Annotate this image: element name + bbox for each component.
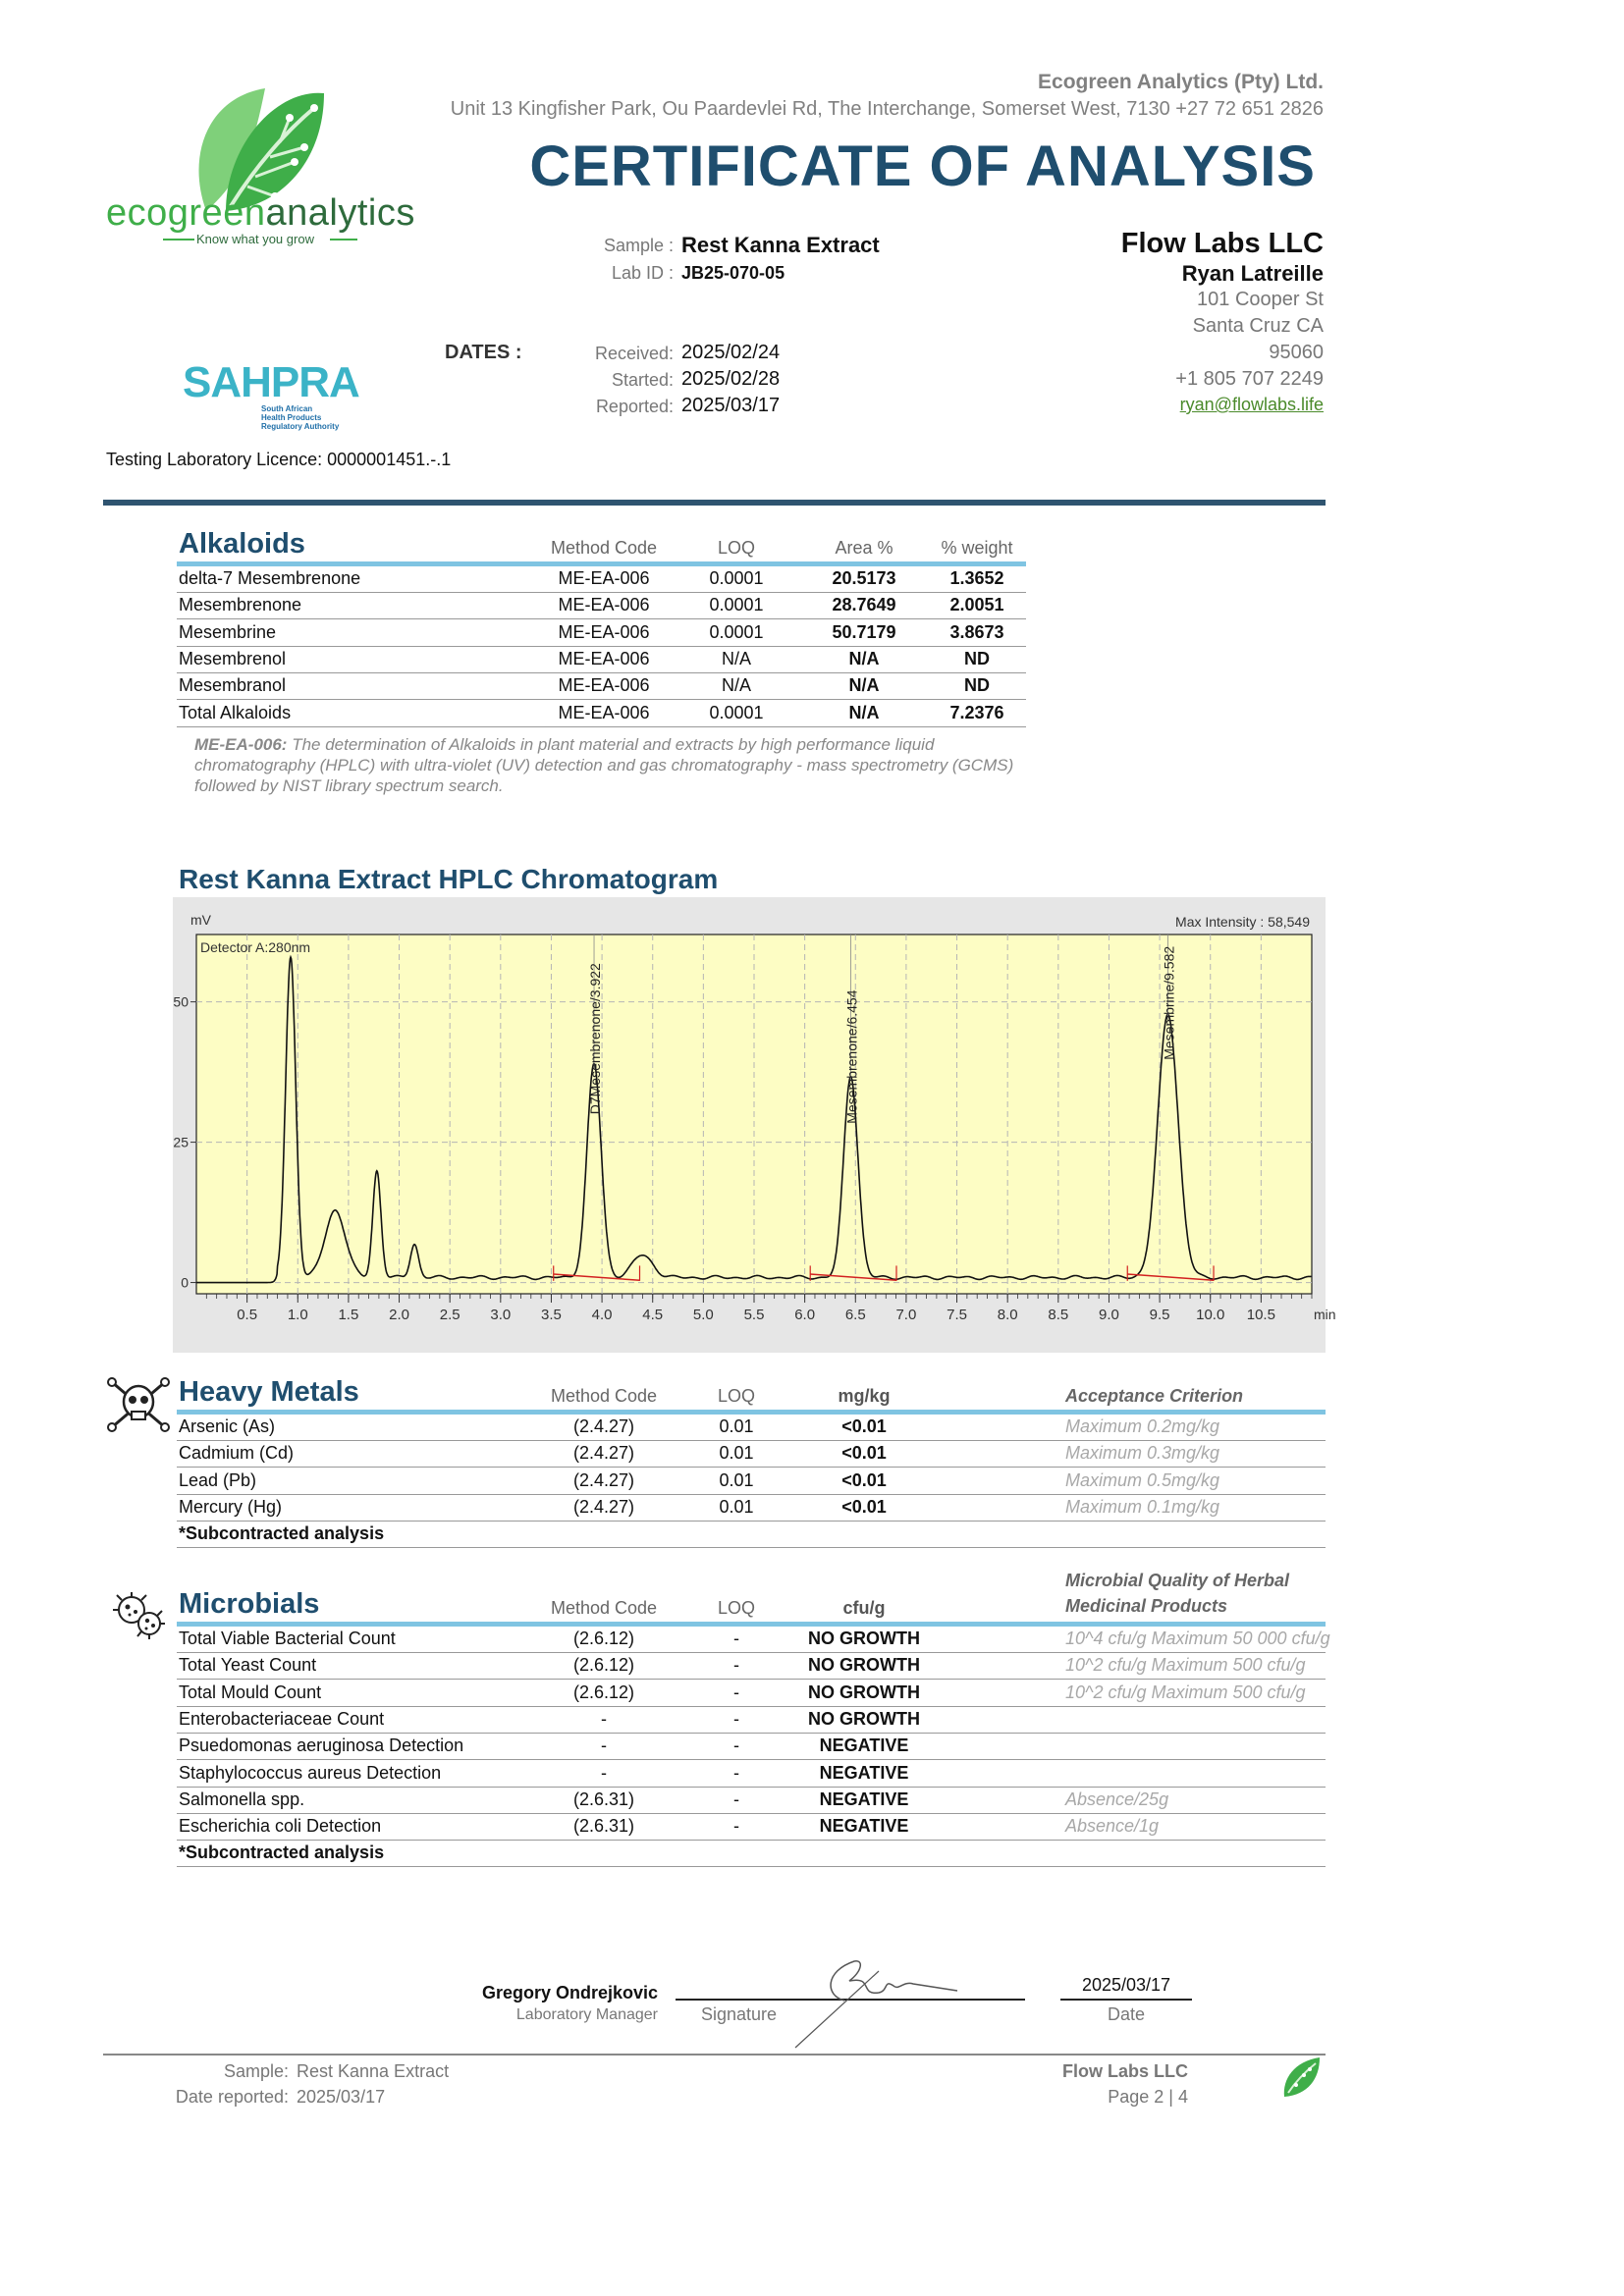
cell-loq: N/A — [721, 675, 751, 696]
x-tick-label: 8.5 — [1048, 1307, 1069, 1323]
cell-name: Salmonella spp. — [179, 1789, 305, 1809]
signoff-date-label: Date — [1107, 2004, 1146, 2024]
logo-text-green: ecogreen — [106, 192, 266, 234]
x-tick-label: 6.0 — [794, 1307, 816, 1323]
cell-area: 20.5173 — [832, 568, 896, 588]
table-row — [177, 1440, 1326, 1468]
lab-company-address: Unit 13 Kingfisher Park, Ou Paardevlei Rd, The Interchange, Somerset West, 7130 +27 72 651 2826 — [450, 98, 1324, 120]
cell-weight: 3.8673 — [949, 621, 1004, 642]
cell-loq: 0.0001 — [709, 595, 764, 615]
x-tick-label: 1.5 — [338, 1307, 359, 1323]
reported-value: 2025/03/17 — [681, 395, 781, 416]
client-street: 101 Cooper St — [1197, 289, 1324, 310]
peak-label: Mesembrine/9.582 — [1161, 945, 1177, 1060]
mb-criterion-header-2: Medicinal Products — [1065, 1596, 1228, 1616]
cell-method: ME-EA-006 — [558, 648, 650, 668]
cell-loq: 0.01 — [719, 1496, 754, 1517]
cell-method: (2.6.12) — [572, 1655, 635, 1676]
sahpra-logo — [183, 358, 359, 407]
table-row — [177, 1813, 1326, 1841]
cell-value: NEGATIVE — [819, 1762, 909, 1783]
cell-criterion: Maximum 0.2mg/kg — [1065, 1416, 1220, 1436]
subcontracted-note: *Subcontracted analysis — [179, 1523, 385, 1544]
table-row — [177, 1414, 1326, 1441]
hm-col-unit: mg/kg — [838, 1386, 891, 1406]
cell-method: (2.4.27) — [572, 1496, 635, 1517]
cell-weight: 1.3652 — [949, 568, 1004, 588]
logo-underline-right — [330, 239, 357, 240]
y-tick-label: 0 — [181, 1274, 189, 1291]
y-tick-label: 25 — [173, 1134, 189, 1150]
cell-method: ME-EA-006 — [558, 621, 650, 642]
x-tick-label: 9.5 — [1149, 1307, 1170, 1323]
cell-criterion: Maximum 0.5mg/kg — [1065, 1469, 1220, 1490]
received-value: 2025/02/24 — [681, 342, 781, 363]
labid-label: Lab ID : — [611, 263, 674, 283]
cell-loq: - — [733, 1682, 739, 1702]
table-row — [177, 1494, 1326, 1522]
cell-name: Total Mould Count — [179, 1682, 322, 1702]
cell-name: Enterobacteriaceae Count — [179, 1708, 385, 1729]
footer-sample-value: Rest Kanna Extract — [297, 2061, 450, 2081]
footer-divider — [103, 2054, 1326, 2056]
x-axis-label: min — [1314, 1307, 1336, 1322]
table-row — [177, 1706, 1326, 1734]
footer-date-label: Date reported: — [175, 2087, 289, 2107]
cell-name: Psuedomonas aeruginosa Detection — [179, 1735, 464, 1756]
table-row — [177, 592, 1026, 619]
heavy-metals-title: Heavy Metals — [179, 1376, 359, 1408]
signoff-date-value: 2025/03/17 — [1081, 1975, 1171, 1995]
peak-label: Mesembrenone/6.454 — [843, 989, 860, 1124]
cell-value: <0.01 — [841, 1443, 887, 1464]
cell-value: <0.01 — [841, 1469, 887, 1490]
alk-col-weight: % weight — [941, 538, 1013, 558]
cell-name: Staphylococcus aureus Detection — [179, 1762, 442, 1783]
mb-criterion-header-1: Microbial Quality of Herbal — [1065, 1571, 1290, 1590]
x-tick-label: 7.0 — [895, 1307, 917, 1323]
hm-col-method: Method Code — [550, 1386, 658, 1406]
cell-method: ME-EA-006 — [558, 568, 650, 588]
cell-criterion: Maximum 0.3mg/kg — [1065, 1443, 1220, 1464]
logo-wordmark — [106, 192, 415, 235]
cell-method: ME-EA-006 — [558, 702, 650, 722]
footer-sample-label: Sample: — [223, 2061, 289, 2081]
logo-tagline: Know what you grow — [196, 232, 314, 246]
cell-loq: 0.0001 — [709, 702, 764, 722]
cell-method: ME-EA-006 — [558, 675, 650, 696]
cell-name: Total Yeast Count — [179, 1655, 317, 1676]
footer-leaf-icon — [1280, 2056, 1322, 2099]
cell-name: Cadmium (Cd) — [179, 1443, 295, 1464]
subcontracted-note: *Subcontracted analysis — [179, 1842, 385, 1863]
reported-label: Reported: — [595, 397, 674, 416]
subcontracted-footer-row — [177, 1840, 1326, 1867]
client-contact: Ryan Latreille — [1181, 261, 1324, 286]
hm-col-loq: LOQ — [717, 1386, 755, 1406]
testing-licence: Testing Laboratory Licence: 0000001451.-.1 — [106, 450, 452, 469]
cell-name: Mercury (Hg) — [179, 1496, 283, 1517]
client-email-link[interactable]: ryan@flowlabs.life — [1179, 395, 1324, 414]
cell-loq: - — [733, 1789, 739, 1809]
cell-name: Total Viable Bacterial Count — [179, 1629, 396, 1648]
cell-criterion: Maximum 0.1mg/kg — [1065, 1496, 1220, 1517]
cell-value: <0.01 — [841, 1416, 887, 1436]
cell-weight: ND — [964, 648, 990, 668]
cell-name: Total Alkaloids — [179, 702, 292, 722]
cell-name: Mesembranol — [179, 675, 287, 696]
cell-method: ME-EA-006 — [558, 595, 650, 615]
x-tick-label: 2.0 — [389, 1307, 409, 1323]
x-tick-label: 10.5 — [1246, 1307, 1275, 1323]
dates-label: DATES : — [445, 342, 522, 363]
cell-method: (2.6.31) — [572, 1816, 635, 1837]
cell-loq: - — [733, 1762, 739, 1783]
cell-loq: - — [733, 1655, 739, 1676]
footer-page-number: Page 2 | 4 — [1108, 2087, 1188, 2107]
header-divider — [103, 500, 1326, 506]
cell-criterion: 10^2 cfu/g Maximum 500 cfu/g — [1065, 1682, 1306, 1702]
sample-value: Rest Kanna Extract — [681, 233, 880, 257]
x-tick-label: 9.0 — [1099, 1307, 1119, 1323]
cell-value: NEGATIVE — [819, 1816, 909, 1837]
sahpra-logo-text: SAHPRA — [183, 358, 359, 406]
cell-loq: 0.0001 — [709, 621, 764, 642]
peak-label: D7Mesembrenone/3.922 — [587, 963, 604, 1115]
lab-company-name: Ecogreen Analytics (Pty) Ltd. — [1038, 71, 1324, 93]
cell-criterion: Absence/1g — [1065, 1816, 1160, 1837]
x-tick-label: 0.5 — [237, 1307, 258, 1323]
cell-name: Mesembrenol — [179, 648, 287, 668]
x-tick-label: 3.0 — [490, 1307, 512, 1323]
table-row — [177, 1468, 1326, 1495]
page-title: CERTIFICATE OF ANALYSIS — [529, 134, 1316, 198]
cell-loq: 0.01 — [719, 1416, 754, 1436]
table-row — [177, 700, 1026, 727]
logo-text-dark: analytics — [265, 192, 415, 234]
mb-col-method: Method Code — [550, 1598, 658, 1618]
cell-loq: N/A — [721, 648, 751, 668]
labid-value: JB25-070-05 — [681, 263, 785, 283]
y-tick-label: 50 — [173, 993, 189, 1010]
x-tick-label: 8.0 — [997, 1307, 1018, 1323]
cell-value: NO GROWTH — [808, 1629, 920, 1648]
sample-label: Sample : — [603, 236, 674, 255]
method-note — [194, 734, 1039, 796]
mb-col-unit: cfu/g — [842, 1598, 886, 1618]
skull-crossbones-icon — [108, 1376, 169, 1431]
microbe-icon — [110, 1590, 167, 1641]
cell-weight: 7.2376 — [949, 702, 1004, 722]
client-phone: +1 805 707 2249 — [1175, 368, 1324, 390]
x-tick-label: 2.5 — [439, 1307, 460, 1323]
cell-method: (2.6.31) — [572, 1789, 635, 1809]
cell-name: Mesembrenone — [179, 595, 302, 615]
cell-name: Arsenic (As) — [179, 1416, 276, 1436]
cell-criterion: 10^2 cfu/g Maximum 500 cfu/g — [1065, 1655, 1306, 1676]
x-tick-label: 1.0 — [287, 1307, 308, 1323]
cell-area: 28.7649 — [832, 595, 896, 615]
cell-loq: 0.01 — [719, 1443, 754, 1464]
alkaloids-title: Alkaloids — [179, 528, 305, 560]
cell-loq: 0.01 — [719, 1469, 754, 1490]
table-row — [177, 1626, 1330, 1653]
client-city: Santa Cruz CA — [1192, 315, 1324, 337]
alk-col-method: Method Code — [550, 538, 658, 558]
cell-value: NO GROWTH — [808, 1655, 920, 1676]
table-row — [177, 1652, 1326, 1680]
signatory-role: Laboratory Manager — [515, 2006, 658, 2023]
table-row — [177, 565, 1026, 593]
handwritten-signature-icon — [785, 1951, 972, 2050]
method-note-text: The determination of Alkaloids in plant material and extracts by high performance liquid chromatography (HPLC) with ultra-violet (UV) detection and gas chromatography - mass spectrometry (GCMS) followed by NIST library spectrum search. — [194, 735, 1014, 795]
max-intensity-label: Max Intensity : 58,549 — [1175, 914, 1310, 930]
cell-value: <0.01 — [841, 1496, 887, 1517]
cell-method: - — [601, 1762, 607, 1783]
alk-col-loq: LOQ — [717, 538, 755, 558]
x-tick-label: 6.5 — [844, 1307, 866, 1323]
signatory-name: Gregory Ondrejkovic — [481, 1983, 658, 2002]
x-tick-label: 4.0 — [591, 1307, 613, 1323]
cell-criterion: 10^4 cfu/g Maximum 50 000 cfu/g — [1065, 1629, 1330, 1648]
started-label: Started: — [611, 370, 674, 390]
cell-value: NEGATIVE — [819, 1735, 909, 1756]
started-value: 2025/02/28 — [681, 368, 781, 390]
table-row — [177, 619, 1026, 647]
client-zip: 95060 — [1269, 342, 1324, 363]
x-tick-label: 4.5 — [642, 1307, 664, 1323]
cell-loq: - — [733, 1708, 739, 1729]
cell-name: Escherichia coli Detection — [179, 1816, 382, 1837]
cell-value: NO GROWTH — [808, 1708, 920, 1729]
cell-method: - — [601, 1735, 607, 1756]
cell-area: N/A — [848, 675, 880, 696]
table-row — [177, 1680, 1326, 1707]
microbials-title: Microbials — [179, 1588, 320, 1620]
cell-area: N/A — [848, 648, 880, 668]
cell-method: (2.4.27) — [572, 1416, 635, 1436]
chromatogram-title: Rest Kanna Extract HPLC Chromatogram — [179, 864, 719, 894]
x-tick-label: 10.0 — [1196, 1307, 1225, 1323]
y-axis-label: mV — [190, 912, 211, 928]
cell-loq: - — [733, 1816, 739, 1837]
subcontracted-footer-row — [177, 1521, 1326, 1548]
cell-weight: ND — [964, 675, 990, 696]
table-row — [177, 1760, 1326, 1788]
cell-method: (2.6.12) — [572, 1682, 635, 1702]
method-note-code: ME-EA-006: — [194, 735, 288, 754]
cell-method: (2.4.27) — [572, 1443, 635, 1464]
cell-value: NO GROWTH — [808, 1682, 920, 1702]
alk-col-area: Area % — [835, 538, 893, 558]
table-row — [177, 1733, 1326, 1760]
signature-label: Signature — [701, 2004, 778, 2024]
footer-client: Flow Labs LLC — [1062, 2061, 1188, 2081]
x-tick-label: 3.5 — [541, 1307, 562, 1323]
table-row — [177, 1787, 1326, 1814]
mb-col-loq: LOQ — [717, 1598, 755, 1618]
cell-area: N/A — [848, 702, 880, 722]
cell-loq: 0.0001 — [709, 568, 764, 588]
cell-name: delta-7 Mesembrenone — [179, 568, 361, 588]
table-row — [177, 672, 1026, 700]
cell-weight: 2.0051 — [949, 595, 1004, 615]
cell-name: Mesembrine — [179, 621, 277, 642]
cell-method: - — [601, 1708, 607, 1729]
hplc-chromatogram-chart — [173, 897, 1336, 1353]
cell-value: NEGATIVE — [819, 1789, 909, 1809]
x-tick-label: 5.5 — [743, 1307, 765, 1323]
cell-criterion: Absence/25g — [1065, 1789, 1169, 1809]
cell-loq: - — [733, 1629, 739, 1648]
footer-date-value: 2025/03/17 — [297, 2087, 386, 2107]
signoff-date-line — [1060, 1999, 1192, 2001]
detector-label: Detector A:280nm — [200, 939, 311, 955]
client-name: Flow Labs LLC — [1120, 228, 1324, 259]
table-row — [177, 646, 1026, 673]
cell-area: 50.7179 — [832, 621, 896, 642]
cell-name: Lead (Pb) — [179, 1469, 257, 1490]
received-label: Received: — [594, 344, 674, 363]
logo-underline — [163, 239, 194, 240]
hm-col-criterion: Acceptance Criterion — [1065, 1386, 1244, 1406]
cell-loq: - — [733, 1735, 739, 1756]
cell-method: (2.6.12) — [572, 1629, 635, 1648]
x-tick-label: 5.0 — [692, 1307, 714, 1323]
x-tick-label: 7.5 — [947, 1307, 967, 1323]
cell-method: (2.4.27) — [572, 1469, 635, 1490]
sahpra-subtitle: South African Health Products Regulatory Authority — [261, 404, 340, 431]
